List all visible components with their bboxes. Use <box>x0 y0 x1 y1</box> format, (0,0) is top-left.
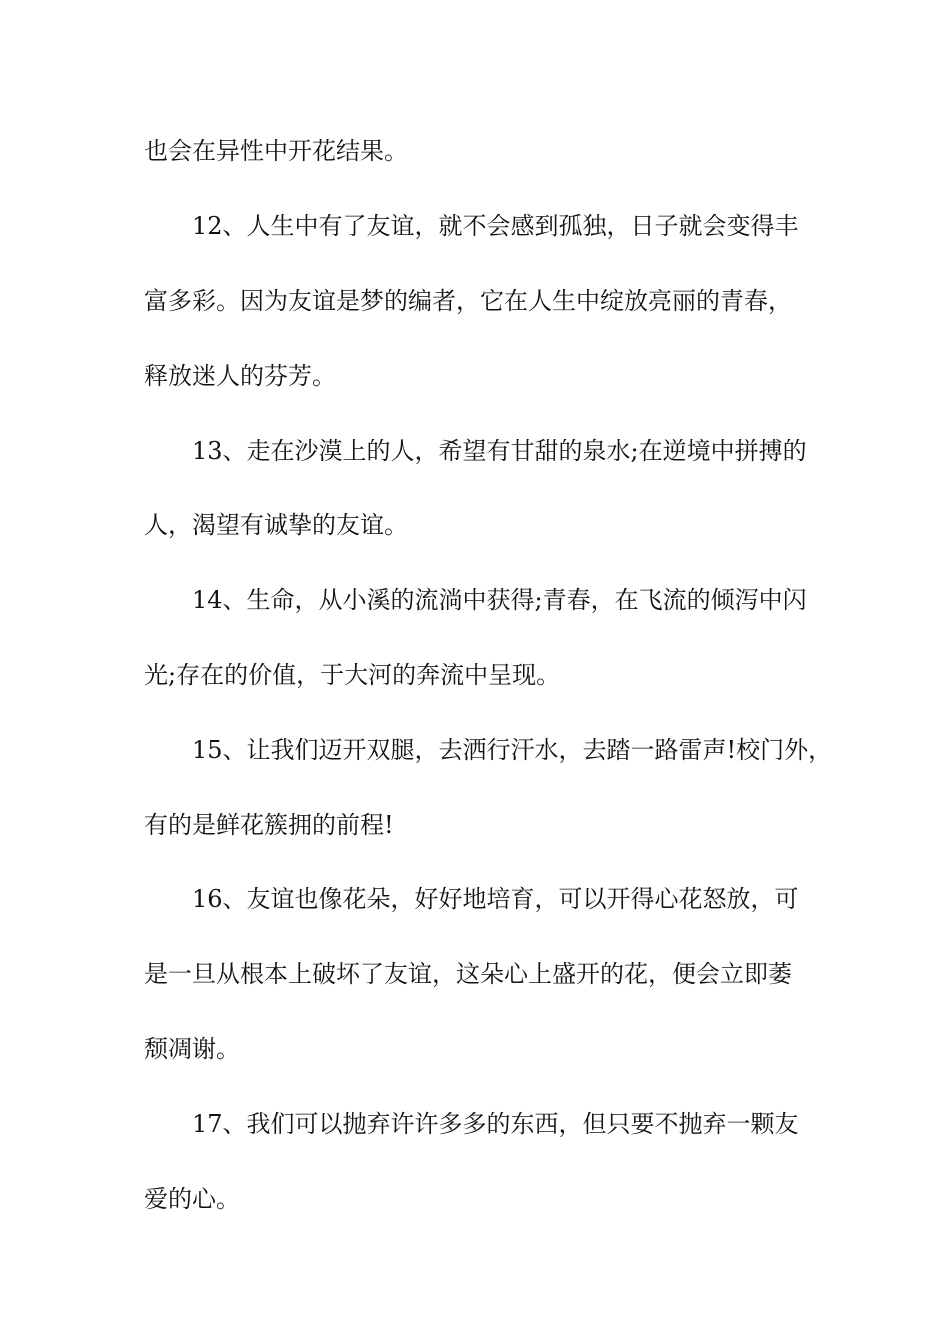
item-14-line-2: 光;存在的价值，于大河的奔流中呈现。 <box>144 661 561 689</box>
item-12-line-2: 富多彩。因为友谊是梦的编者，它在人生中绽放亮丽的青春， <box>144 287 792 315</box>
item-13-line-1: 13、走在沙漠上的人，希望有甘甜的泉水;在逆境中拼搏的 <box>192 437 807 465</box>
item-17-line-2: 爱的心。 <box>144 1185 240 1213</box>
item-12-line-3: 释放迷人的芬芳。 <box>144 362 336 390</box>
item-15-line-2: 有的是鲜花簇拥的前程! <box>144 811 394 839</box>
item-14-line-1: 14、生命，从小溪的流淌中获得;青春，在飞流的倾泻中闪 <box>192 586 807 614</box>
item-17-line-1: 17、我们可以抛弃许许多多的东西，但只要不抛弃一颗友 <box>192 1110 799 1138</box>
item-15-line-1: 15、让我们迈开双腿，去洒行汗水，去踏一路雷声!校门外， <box>192 736 833 764</box>
item-16-line-2: 是一旦从根本上破坏了友谊，这朵心上盛开的花，便会立即萎 <box>144 960 792 988</box>
item-13-line-2: 人，渴望有诚挚的友谊。 <box>144 511 408 539</box>
item-12-line-1: 12、人生中有了友谊，就不会感到孤独，日子就会变得丰 <box>192 212 799 240</box>
text-line: 也会在异性中开花结果。 <box>144 137 408 165</box>
item-16-line-1: 16、友谊也像花朵，好好地培育，可以开得心花怒放，可 <box>192 885 799 913</box>
item-16-line-3: 颓凋谢。 <box>144 1035 240 1063</box>
